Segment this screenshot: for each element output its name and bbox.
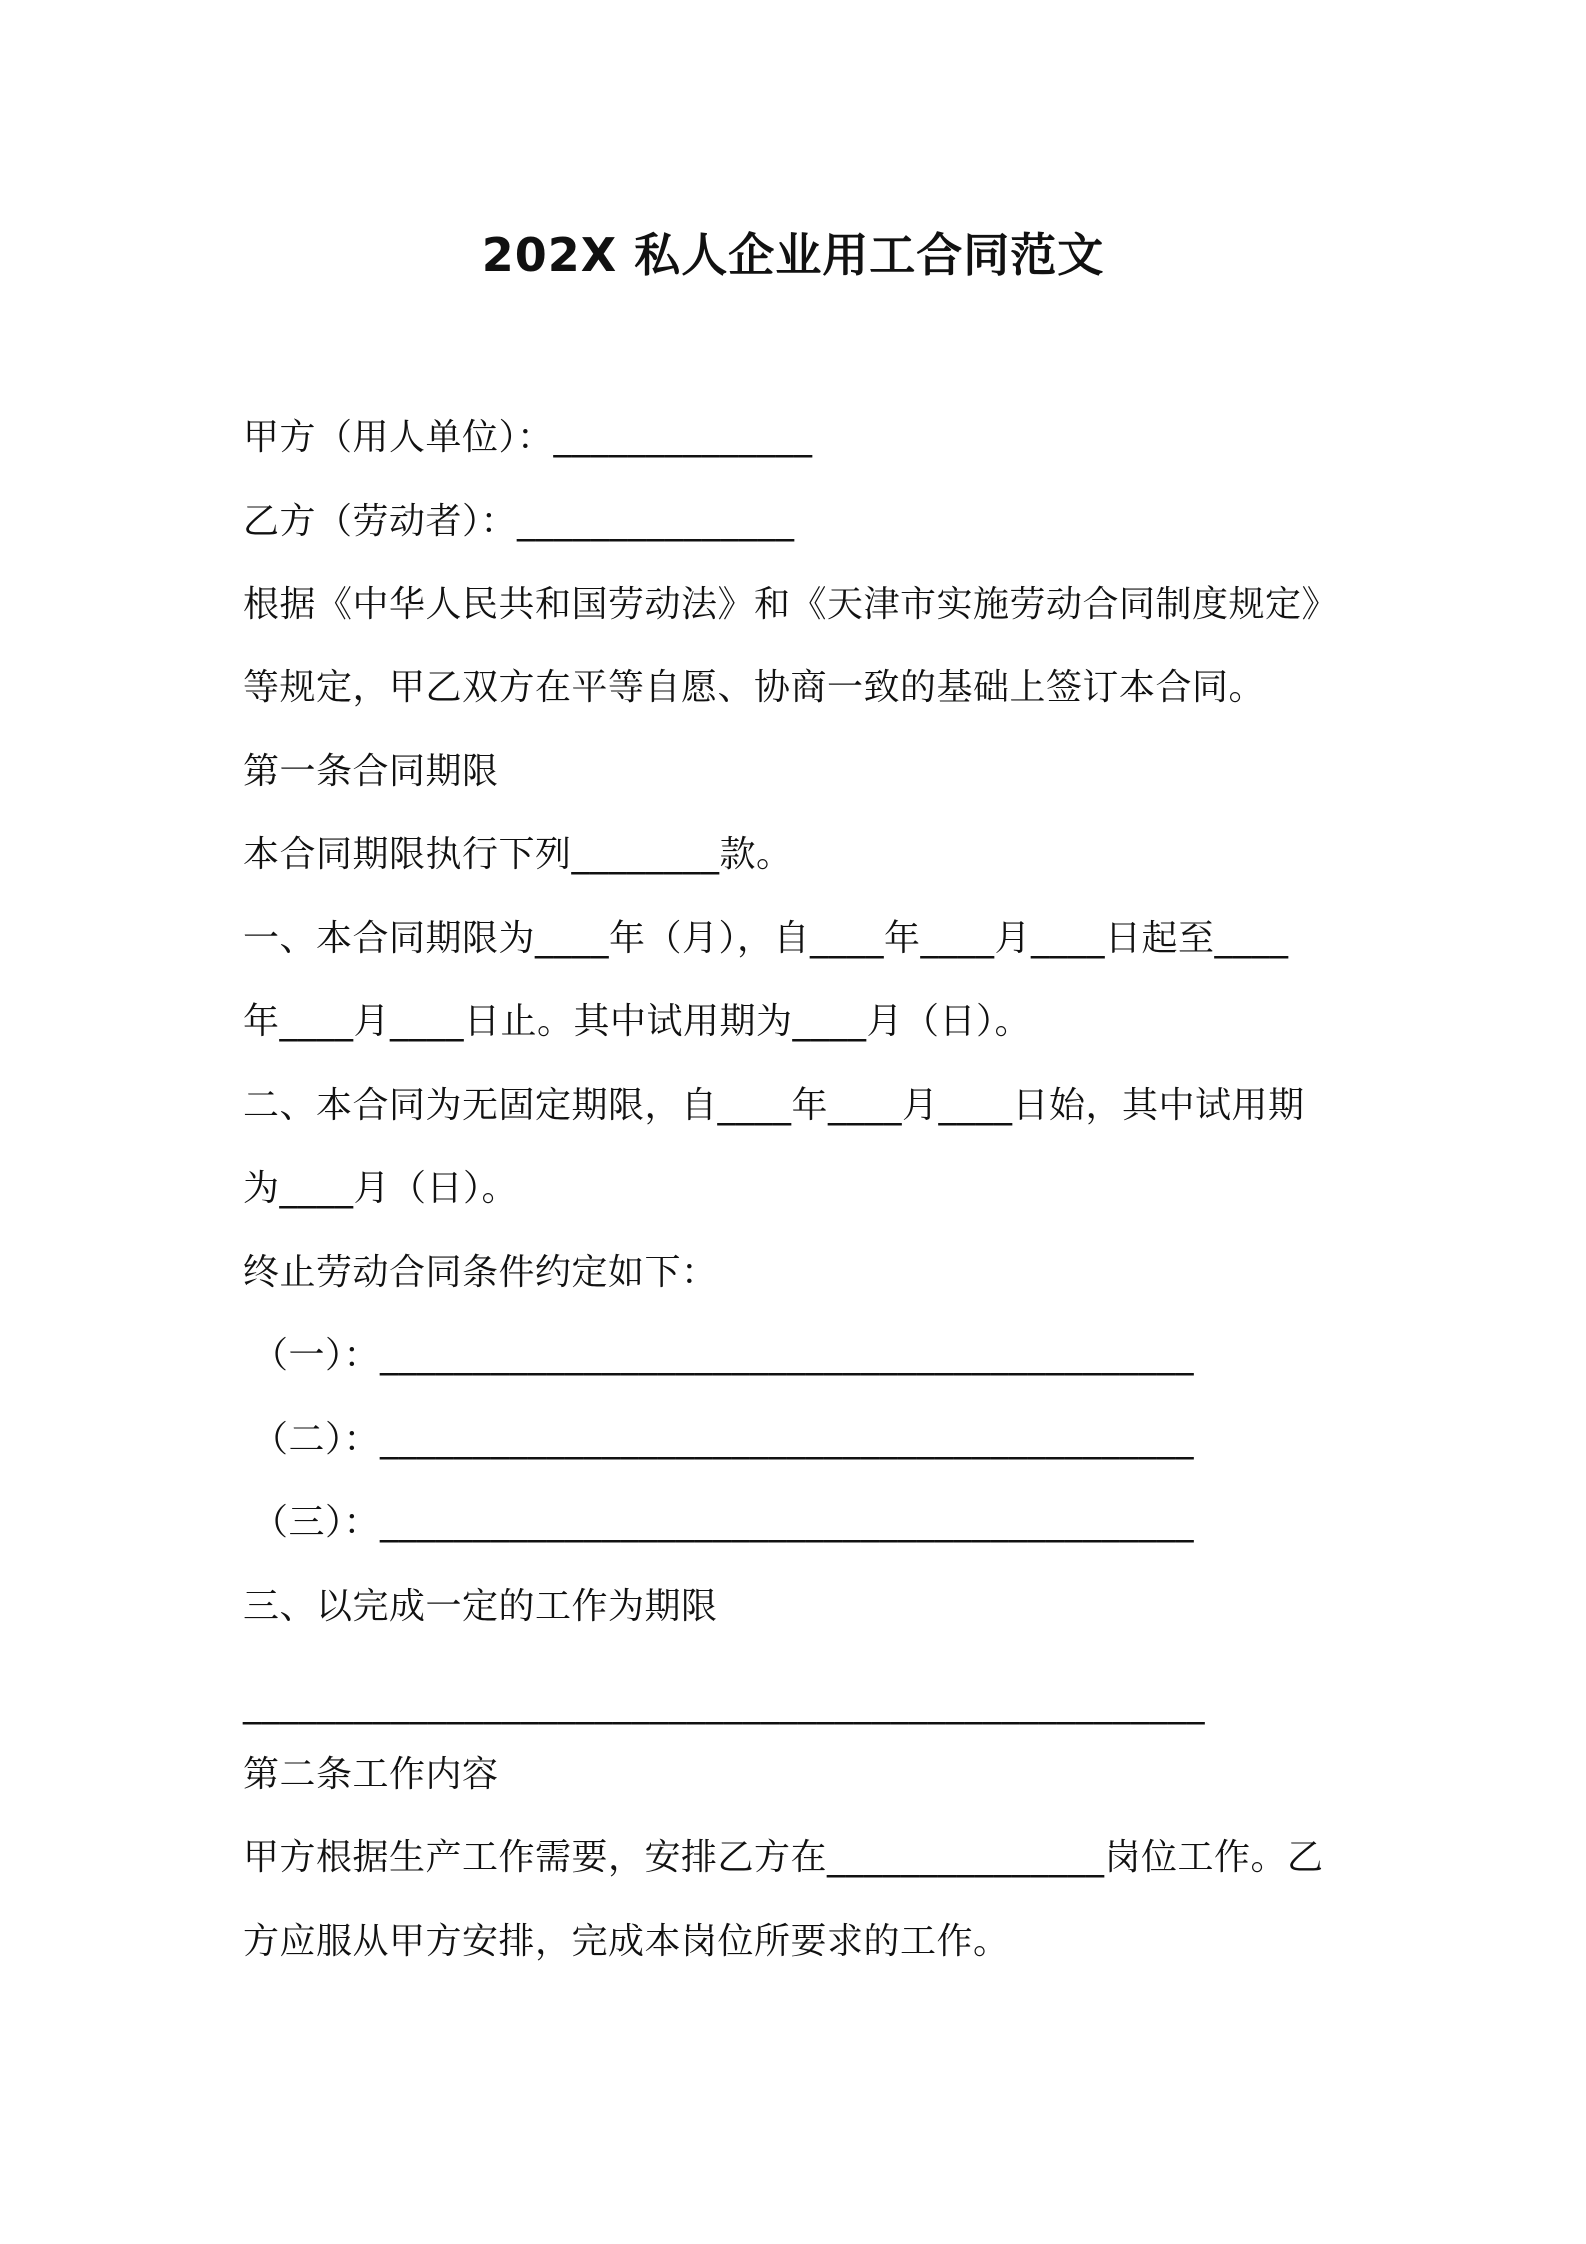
clause-2-line-1: 二、本合同为无固定期限，自____年____月____日始，其中试用期 bbox=[243, 1085, 1305, 1126]
clause-3-line: 三、以完成一定的工作为期限 bbox=[243, 1586, 718, 1627]
article-2-line-2: 方应服从甲方安排，完成本岗位所要求的工作。 bbox=[243, 1921, 1010, 1962]
clause-1-line-1: 一、本合同期限为____年（月），自____年____月____日起至____ bbox=[243, 918, 1289, 959]
clause-2-line-2: 为____月（日）。 bbox=[243, 1168, 519, 1209]
article-1-intro: 本合同期限执行下列________款。 bbox=[243, 834, 793, 875]
article-1-heading: 第一条合同期限 bbox=[243, 751, 499, 792]
clause-1-line-2: 年____月____日止。其中试用期为____月（日）。 bbox=[243, 1001, 1032, 1042]
preamble-line-2: 等规定，甲乙双方在平等自愿、协商一致的基础上签订本合同。 bbox=[243, 667, 1266, 708]
clause-3-blank: ____________________________________________________ bbox=[243, 1684, 1205, 1725]
party-a-line: 甲方（用人单位）：______________ bbox=[243, 417, 813, 458]
document-title: 202X 私人企业用工合同范文 bbox=[481, 228, 1105, 282]
termination-heading: 终止劳动合同条件约定如下： bbox=[243, 1252, 718, 1293]
article-2-heading: 第二条工作内容 bbox=[243, 1754, 499, 1795]
termination-item-1: （一）：____________________________________________ bbox=[252, 1335, 1195, 1376]
termination-item-2: （二）：____________________________________________ bbox=[252, 1419, 1195, 1460]
preamble-line-1: 根据《中华人民共和国劳动法》和《天津市实施劳动合同制度规定》 bbox=[243, 584, 1339, 625]
party-b-line: 乙方（劳动者）：_______________ bbox=[243, 501, 795, 542]
termination-item-3: （三）：____________________________________________ bbox=[252, 1502, 1195, 1543]
article-2-line-1: 甲方根据生产工作需要，安排乙方在_______________岗位工作。乙 bbox=[243, 1837, 1324, 1878]
